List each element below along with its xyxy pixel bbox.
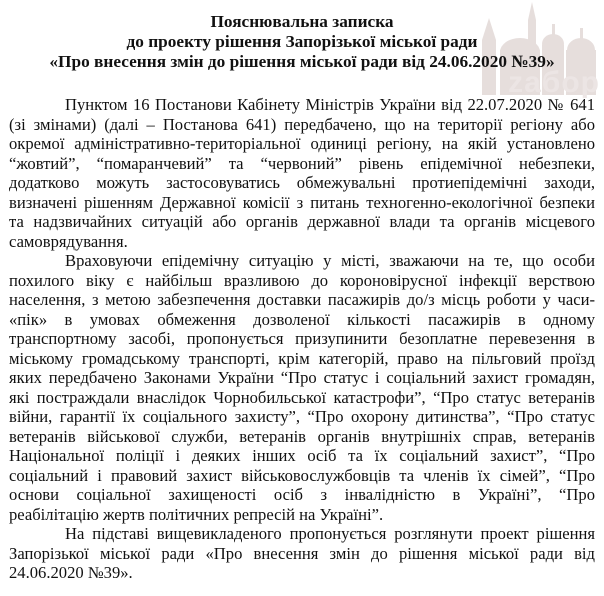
- text-line: міському громадському транспорті, крім категорій, право на пільговий проїзд: [9, 348, 595, 368]
- text-line: “жовтий”, “помаранчевий” та “червоний” рівень епідемічної небезпеки,: [9, 153, 595, 173]
- text-line: Пунктом 16 Постанови Кабінету Міністрів України від 22.07.2020 № 641: [65, 95, 595, 114]
- paragraph-2: [9, 251, 595, 524]
- text-line: (зі змінами) (далі – Постанова 641) передбачено, що на території регіону або: [9, 114, 595, 134]
- text-line: соціальний і правовий захист військовослужбовців та членів їх сімей”, “Про: [9, 465, 595, 485]
- text-line: «пік» в умовах обмеження дозволеної кількості пасажирів в одному: [9, 309, 595, 329]
- text-line: Запорізької міської ради «Про внесення змін до рішення міської ради від: [9, 543, 595, 563]
- text-line: 24.06.2020 №39».: [9, 563, 133, 582]
- text-line: Національної поліції і деяких інших осіб та їх соціальний захист”, “Про: [9, 446, 595, 465]
- text-line: реабілітацію жертв політичних репресій на Україні”.: [9, 504, 384, 524]
- document-body: [9, 95, 595, 583]
- text-line: самоврядування.: [9, 231, 128, 251]
- watermark-text: zaбор: [508, 66, 600, 99]
- title-line-2: до проекту рішення Запорізької міської ради: [126, 32, 478, 51]
- text-line: визначені рішенням Державної комісії з питань техногенно-екологічної безпеки: [9, 192, 595, 212]
- text-line: які постраждали внаслідок Чорнобильської катастрофи”, “Про статус ветеранів: [9, 387, 595, 407]
- text-line: похилого віку є найбільш вразливою до короновірусної інфекції верствою: [9, 270, 595, 290]
- paragraph-1: [9, 95, 595, 251]
- text-line: додатково можуть застосовуватись обмежувальні протиепідемічні заходи,: [9, 173, 595, 192]
- text-line: На підставі вищевикладеного пропонується розглянути проект рішення: [65, 524, 595, 543]
- text-line: війни, гарантії їх соціального захисту”, “Про охорону дитинства”, “Про статус: [9, 407, 595, 426]
- title-line-3: «Про внесення змін до рішення міської ради від 24.06.2020 №39»: [49, 52, 555, 71]
- paragraph-3: [9, 524, 595, 583]
- text-line: транспортному засобі, пропонується призупинити безоплатне перевезення в: [9, 329, 595, 348]
- text-line: населення, з метою забезпечення доставки пасажирів до/з місць роботи у часи-: [9, 290, 595, 309]
- title-line-1: Пояснювальна записка: [210, 12, 394, 31]
- text-line: яких передбачено Законами України “Про статус і соціальний захист громадян,: [9, 368, 595, 387]
- document-header: [0, 12, 604, 72]
- text-line: основи соціальної захищеності осіб з інвалідністю в Україні”, “Про: [9, 485, 595, 504]
- text-line: окремої адміністративно-територіальної одиниці регіону, на якій установлено: [9, 134, 595, 153]
- text-line: Враховуючи епідемічну ситуацію у місті, зважаючи на те, що особи: [65, 251, 595, 270]
- text-line: ветеранів військової служби, ветеранів органів внутрішніх справ, ветеранів: [9, 426, 595, 446]
- text-line: та надзвичайних ситуацій або органів державної влади та органів місцевого: [9, 212, 595, 231]
